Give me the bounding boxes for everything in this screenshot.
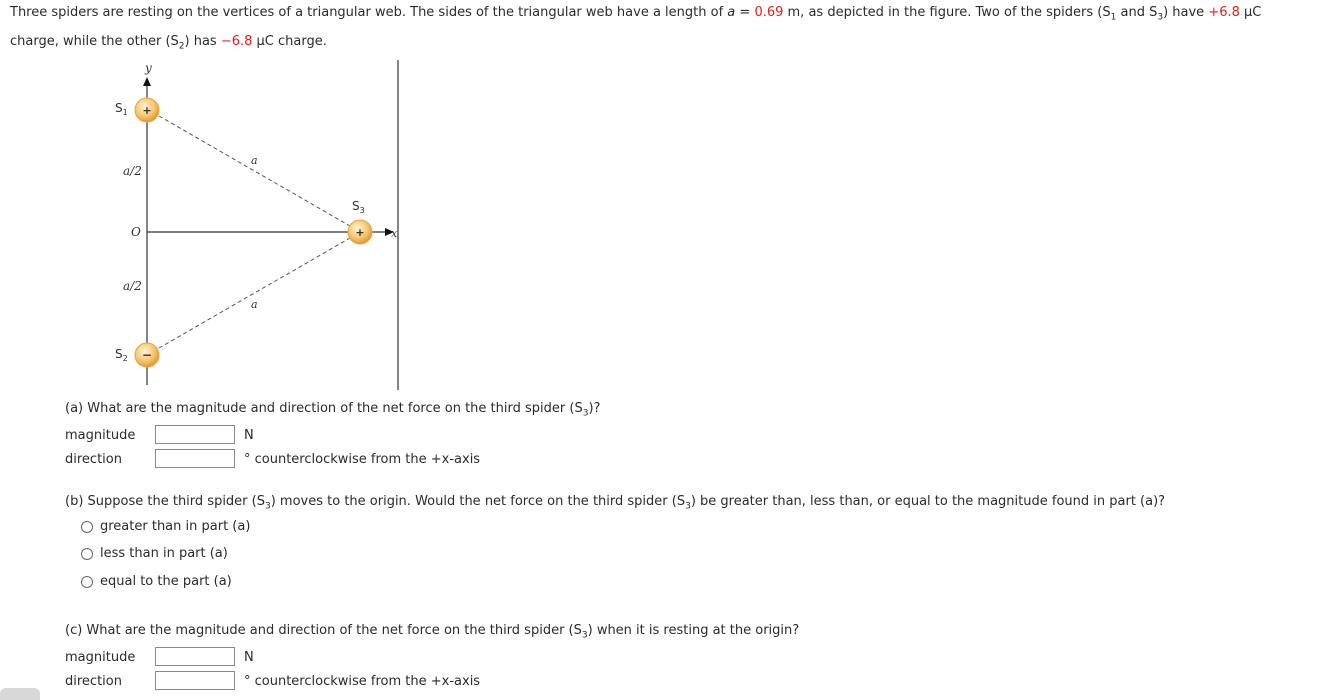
half-a-bottom-label: a/2 [123,279,142,293]
option-label: less than in part (a) [100,546,228,561]
spider-s2-charge [135,343,159,367]
side-a-bottom-label: a [251,298,258,311]
positive-charge-value: +6.8 [1208,5,1240,20]
option-equal[interactable] [81,574,232,589]
problem-statement: Three spiders are resting on the vertices of a triangular web. The sides of the triangular web have a length of a = 0.69 m, as depicted in the figure. Two of the spiders ($S_1$ and $S_3$) have +6.8 μC charge, while the other $(S_2)$ has −6.8 μC charge. [10,5,1262,52]
radio-button[interactable] [81,576,93,588]
part-a-direction-label: direction [65,452,122,467]
side-s1-s3 [159,116,350,226]
part-a-magnitude-unit: N [244,428,254,443]
part-a-direction-unit: ° counterclockwise from the +x-axis [244,452,481,467]
option-label: greater than in part (a) [100,519,251,534]
spider-s1-charge [135,98,159,122]
part-c-question: (c) What are the magnitude and direction of the net force on the third spider $(S_3)$ when it is resting at the origin? [65,623,800,641]
option-greater[interactable] [81,519,250,534]
part-a-magnitude-input[interactable] [155,425,235,444]
negative-charge-value: −6.8 [220,33,253,49]
option-less[interactable] [81,546,228,561]
part-c-direction-unit: ° counterclockwise from the +x-axis [244,674,481,689]
option-label: equal to the part (a) [100,574,232,589]
part-c-magnitude-input[interactable] [155,647,235,666]
part-a-question: (a) What are the magnitude and direction of the net force on the third spider $(S_3)$? [65,401,601,419]
y-axis-label: y [145,61,152,75]
part-a-magnitude-label: magnitude [65,428,136,443]
s2-label: $S_2$ [115,347,128,363]
svg-text:−: − [141,348,153,362]
part-c-direction-label: direction [65,674,122,689]
half-a-top-label: a/2 [123,164,142,178]
part-c-magnitude-label: magnitude [65,650,136,665]
part-c-direction-input[interactable] [155,671,235,690]
length-value: 0.69 [754,5,784,20]
radio-button[interactable] [81,548,93,560]
origin-label: O [131,225,141,239]
s1-label: $S_1$ [115,101,128,117]
side-a-top-label: a [251,154,258,167]
svg-text:+: + [142,104,152,117]
x-axis-label: x [391,227,398,240]
part-a-direction-input[interactable] [155,449,235,468]
scroll-tab [0,688,40,700]
side-s2-s3 [159,238,350,348]
svg-text:+: + [355,226,365,239]
spider-s3-charge [348,220,372,244]
part-c-magnitude-unit: N [244,650,254,665]
part-b-question: (b) Suppose the third spider $(S_3)$ moves to the origin. Would the net force on the third spider $(S_3)$ be greater than, less than, or equal to the magnitude found in part (a)? [65,494,1166,512]
y-axis-arrow [143,77,151,86]
s3-label: $S_3$ [352,199,365,215]
radio-button[interactable] [81,521,93,533]
triangle-web-figure [105,58,405,393]
